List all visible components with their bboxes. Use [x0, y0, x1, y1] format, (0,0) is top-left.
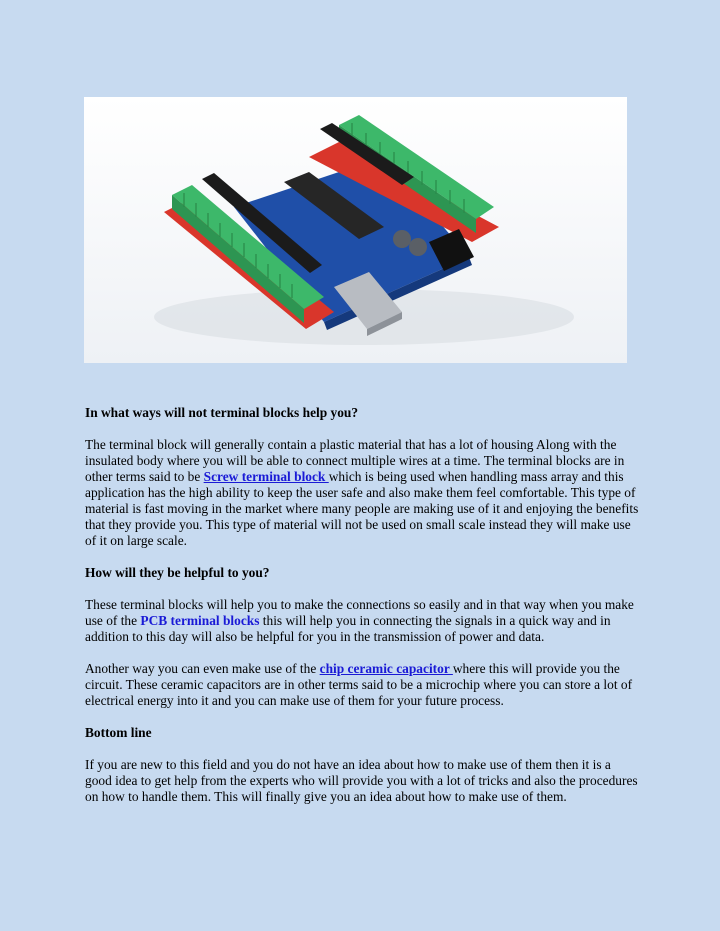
paragraph: If you are new to this field and you do not have an idea about how to make use of them then it is a good idea to get help from the experts who will provide you with a lot of tricks and also the procedures on how to handle them. This will finally give you an idea about how to make use of them. [85, 757, 638, 804]
paragraph-text: These terminal blocks will help you to make the connections so easily and in that way when you make use of the [85, 597, 634, 628]
screw-terminal-block-link[interactable]: Screw terminal block [203, 469, 329, 484]
paragraph [85, 597, 640, 645]
paragraph-text: which is being used when handling mass array and this application has the high ability to keep the user safe and also make them feel comfortable. This type of material is fast moving in the market where many people are making use of it and enjoying the benefits that they provide you. This type of material will not be used on small scale instead they will make use of it on large scale. [85, 469, 639, 548]
product-photo [84, 97, 627, 363]
section-heading: In what ways will not terminal blocks help you? [85, 405, 359, 420]
capacitor-2 [409, 238, 427, 256]
section-heading: How will they be helpful to you? [85, 565, 270, 580]
paragraph-text: Another way you can even make use of the [85, 661, 320, 676]
chip-ceramic-capacitor-link[interactable]: chip ceramic capacitor [319, 661, 453, 676]
section-heading: Bottom line [85, 725, 152, 740]
terminal-shield-illustration [84, 97, 627, 363]
paragraph-text: this will help you in connecting the signals in a quick way and in addition to this day will also be helpful for you in the transmission of power and data. [85, 613, 611, 644]
paragraph [85, 437, 640, 549]
paragraph-text: The terminal block will generally contain a plastic material that has a lot of housing Along with the insulated body where you will be able to connect multiple wires at a time. The terminal blocks are in other terms said to be [85, 437, 625, 484]
capacitor-1 [393, 230, 411, 248]
paragraph-text: where this will provide you the circuit. These ceramic capacitors are in other terms said to be a microchip where you can store a lot of electrical energy into it and you can make use of them for your future process. [85, 661, 633, 708]
article-body [85, 405, 640, 821]
paragraph [85, 661, 640, 709]
pcb-terminal-blocks-link[interactable]: PCB terminal blocks [140, 613, 260, 628]
